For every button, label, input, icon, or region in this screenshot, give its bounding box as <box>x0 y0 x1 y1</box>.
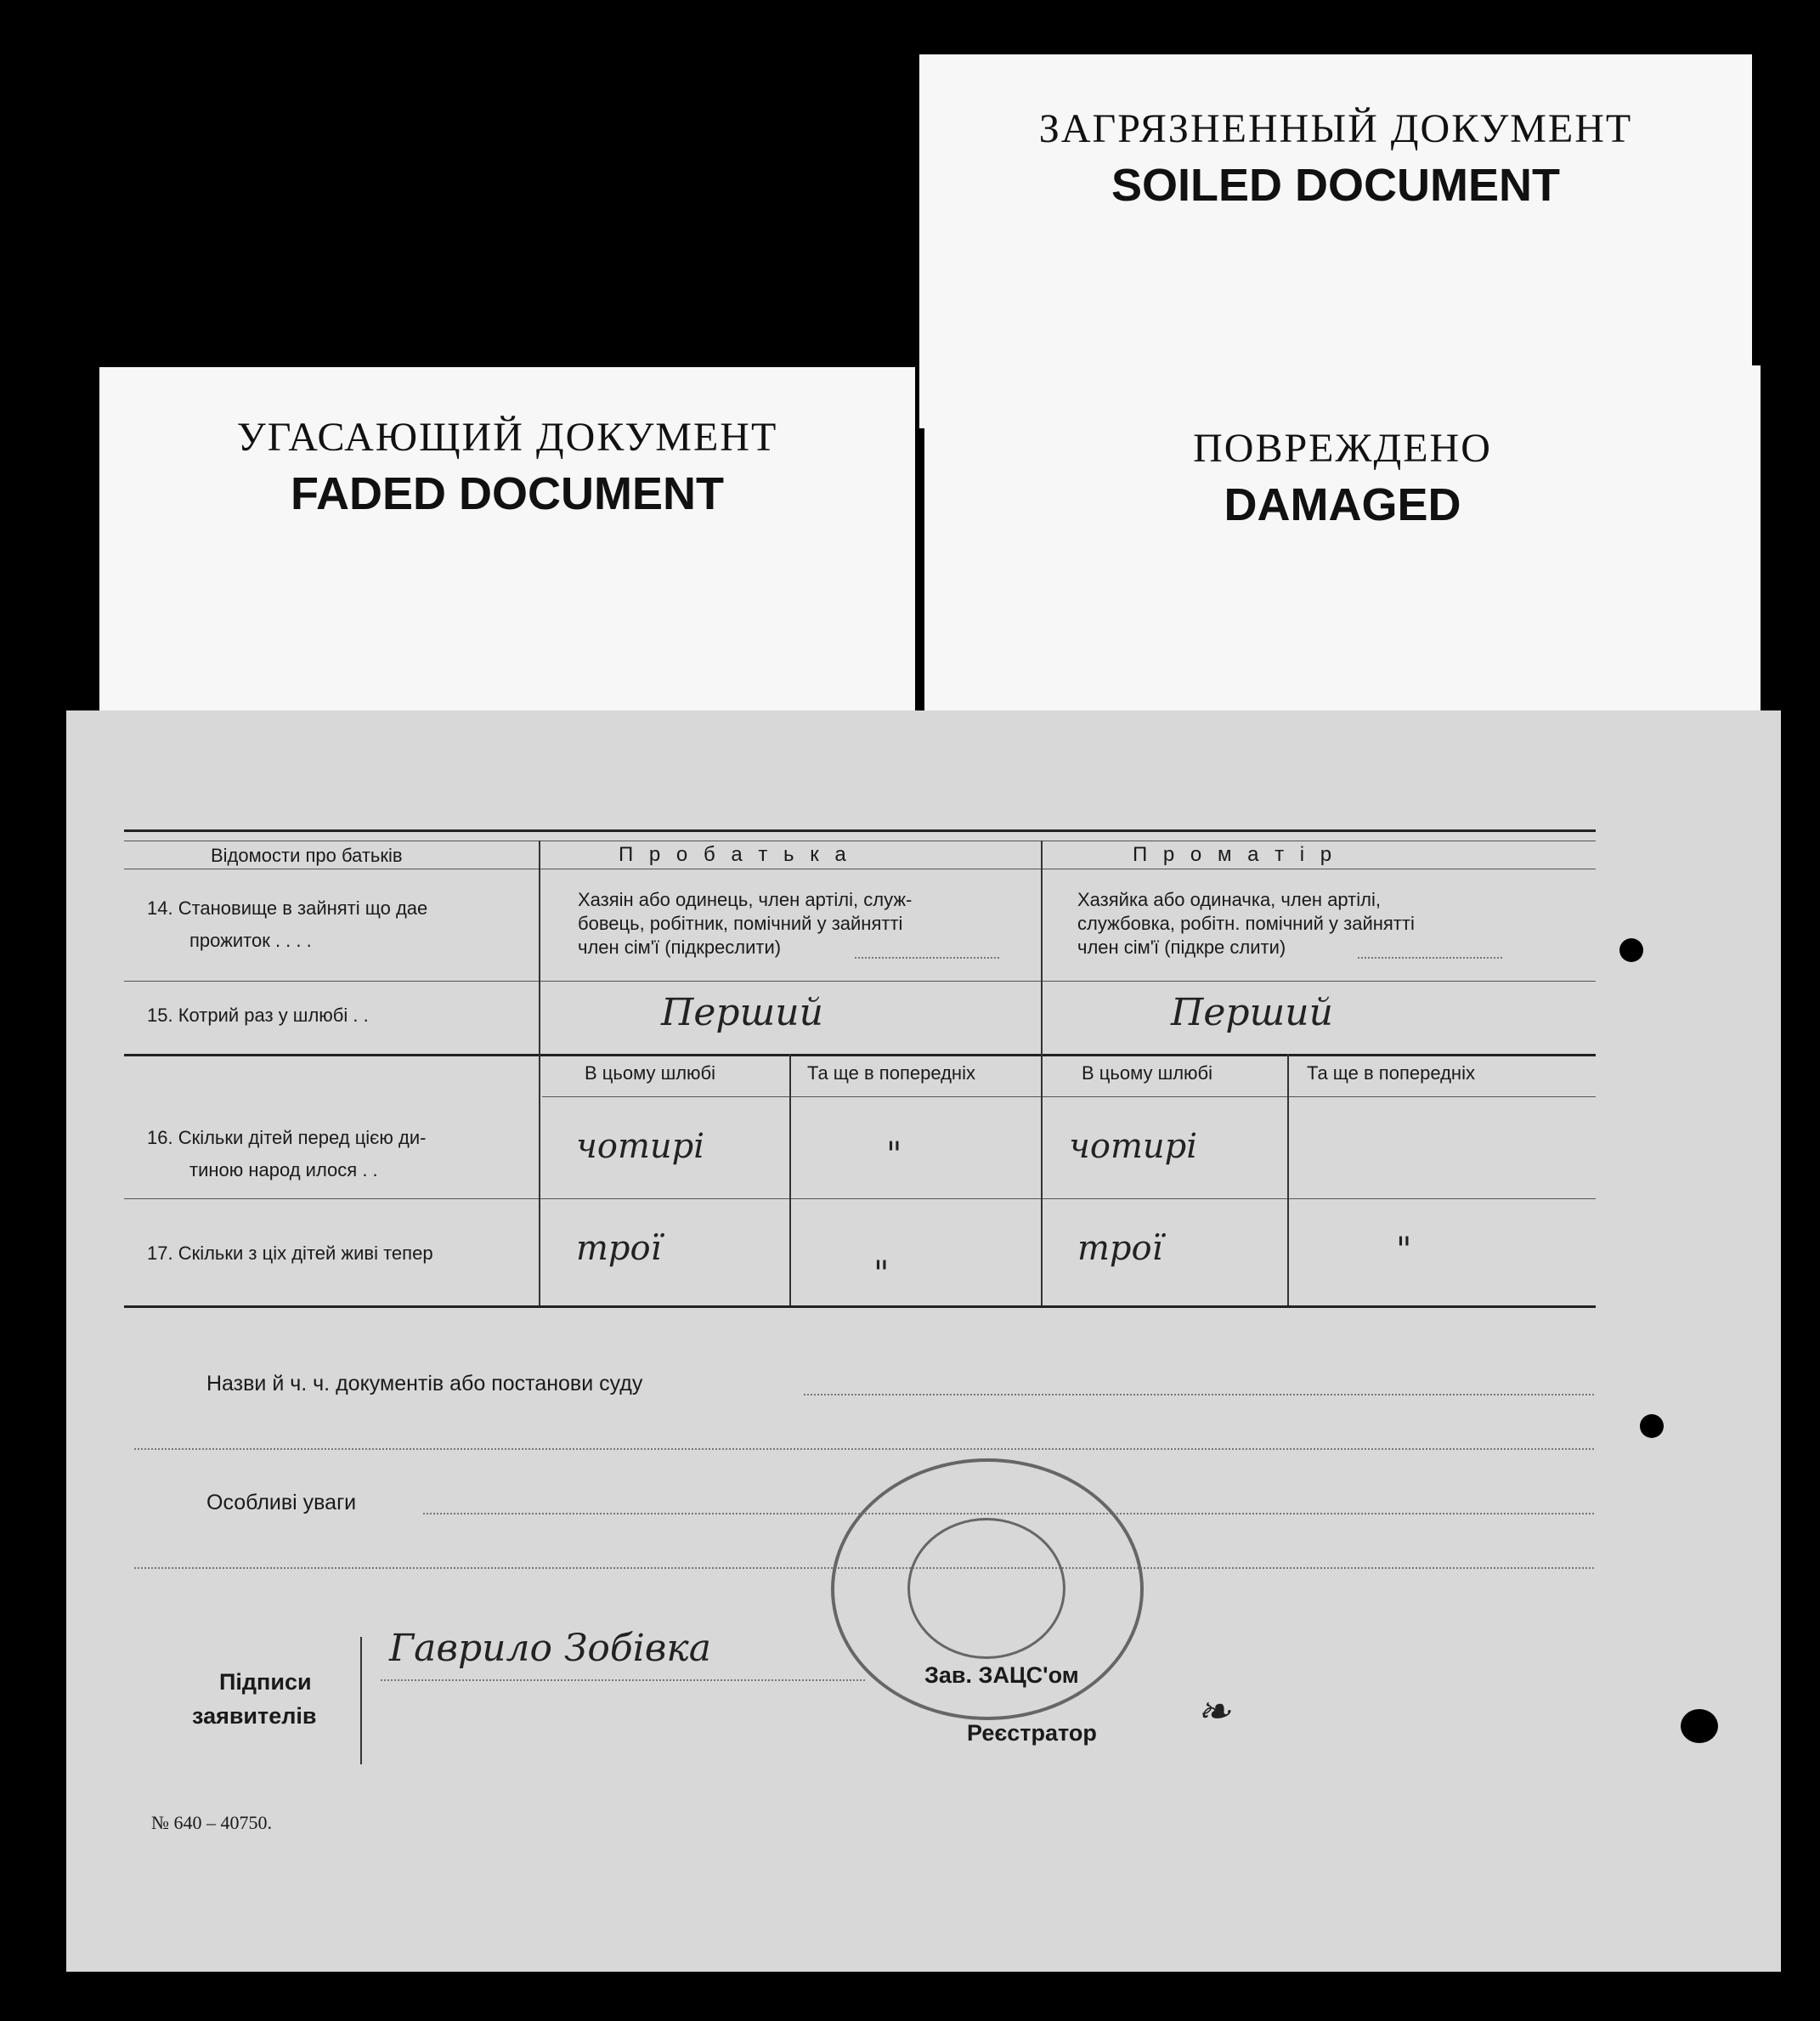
table-bottom-rule <box>124 1305 1596 1308</box>
row14-father-3: член сім'ї (підкреслити) <box>578 937 782 958</box>
row15-mother-value: Перший <box>1171 991 1333 1034</box>
row16-father-current: чотирі <box>576 1127 705 1166</box>
subheader-mother-current: В цьому шлюбі <box>1082 1062 1213 1084</box>
table-top-rule <box>124 829 1596 832</box>
row16-bottom-rule <box>124 1198 1596 1199</box>
header-info-parents: Відомости про батьків <box>211 845 403 866</box>
row15-father-value: Перший <box>661 991 823 1034</box>
binding-hole <box>1640 1414 1664 1438</box>
damaged-ru-label: ПОВРЕЖДЕНО <box>1193 426 1492 471</box>
row14-label-1: 14. Становище в зайняті що дае <box>147 897 428 919</box>
mother-sub-divider <box>1287 1054 1289 1305</box>
row16-label-2: тиною народ илося . . <box>189 1159 378 1180</box>
row14-label-2: прожиток . . . . <box>189 930 312 951</box>
row15-bottom-rule <box>124 1054 1596 1056</box>
subheader-bottom-rule <box>542 1096 1596 1097</box>
soiled-en-label: SOILED DOCUMENT <box>1111 160 1560 211</box>
header-about-mother: П р о м а т і р <box>1133 843 1337 866</box>
col2-divider <box>1041 841 1043 1305</box>
header-about-father: П р о б а т ь к а <box>619 843 851 866</box>
signature-brace <box>360 1637 362 1764</box>
form-number: № 640 – 40750. <box>151 1812 272 1833</box>
applicant-signature: Гаврило Зобівка <box>389 1627 711 1670</box>
registrar-signature: ❧ <box>1196 1688 1231 1735</box>
soiled-ru-label: ЗАГРЯЗНЕННЫЙ ДОКУМЕНТ <box>1038 106 1633 151</box>
row16-label-1: 16. Скільки дітей перед цією ди- <box>147 1127 427 1148</box>
row17-father-current: трої <box>576 1229 662 1268</box>
row14-mother-3: член сім'ї (підкре слити) <box>1077 937 1286 958</box>
subheader-father-previous: Та ще в попередніх <box>807 1062 975 1084</box>
row17-father-previous: " <box>873 1254 890 1294</box>
subheader-father-current: В цьому шлюбі <box>585 1062 716 1084</box>
faded-en-label: FADED DOCUMENT <box>291 468 724 519</box>
row17-label: 17. Скільки з ціх дітей живі тепер <box>147 1243 433 1264</box>
signatures-label-1: Підписи <box>219 1669 312 1695</box>
faded-ru-label: УГАСАЮЩИЙ ДОКУМЕНТ <box>236 415 778 460</box>
row14-father-1: Хазяін або одинець, член артілі, служ- <box>578 889 913 910</box>
col1-divider <box>539 841 540 1305</box>
registrar-label: Реєстратор <box>967 1720 1097 1746</box>
binding-hole <box>1681 1709 1718 1743</box>
documents-label: Назви й ч. ч. документів або постанови суду <box>206 1372 643 1395</box>
damaged-card <box>924 365 1761 731</box>
documents-dots-1 <box>804 1394 1594 1395</box>
row17-mother-previous: " <box>1396 1231 1412 1270</box>
documents-dots-2 <box>134 1448 1594 1450</box>
row14-bottom-rule <box>124 981 1596 982</box>
row14-mother-1: Хазяйка або одиначка, член артілі, <box>1077 889 1381 910</box>
head-label: Зав. ЗАЦС'ом <box>924 1662 1079 1688</box>
faded-document-card <box>99 367 915 724</box>
row14-mother-dots <box>1358 957 1502 959</box>
signatures-label-2: заявителів <box>192 1703 317 1729</box>
subheader-mother-previous: Та ще в попередніх <box>1307 1062 1475 1084</box>
row15-label: 15. Котрий раз у шлюбі . . <box>147 1005 369 1026</box>
damaged-en-label: DAMAGED <box>1224 479 1461 530</box>
applicant-signature-dots <box>381 1679 865 1681</box>
notes-label: Особливі уваги <box>206 1491 357 1514</box>
binding-hole <box>1619 938 1643 962</box>
row17-mother-current: трої <box>1077 1229 1163 1268</box>
seal-emblem <box>907 1518 1065 1659</box>
row16-father-previous: " <box>886 1135 902 1175</box>
row14-father-2: бовець, робітник, помічний у зайнятті <box>578 913 903 934</box>
registration-form-sheet <box>66 710 1781 1972</box>
row16-mother-current: чотирі <box>1069 1127 1198 1166</box>
row14-mother-2: службовка, робітн. помічний у зайнятті <box>1077 913 1415 934</box>
row14-father-dots <box>855 957 999 959</box>
father-sub-divider <box>789 1054 791 1305</box>
